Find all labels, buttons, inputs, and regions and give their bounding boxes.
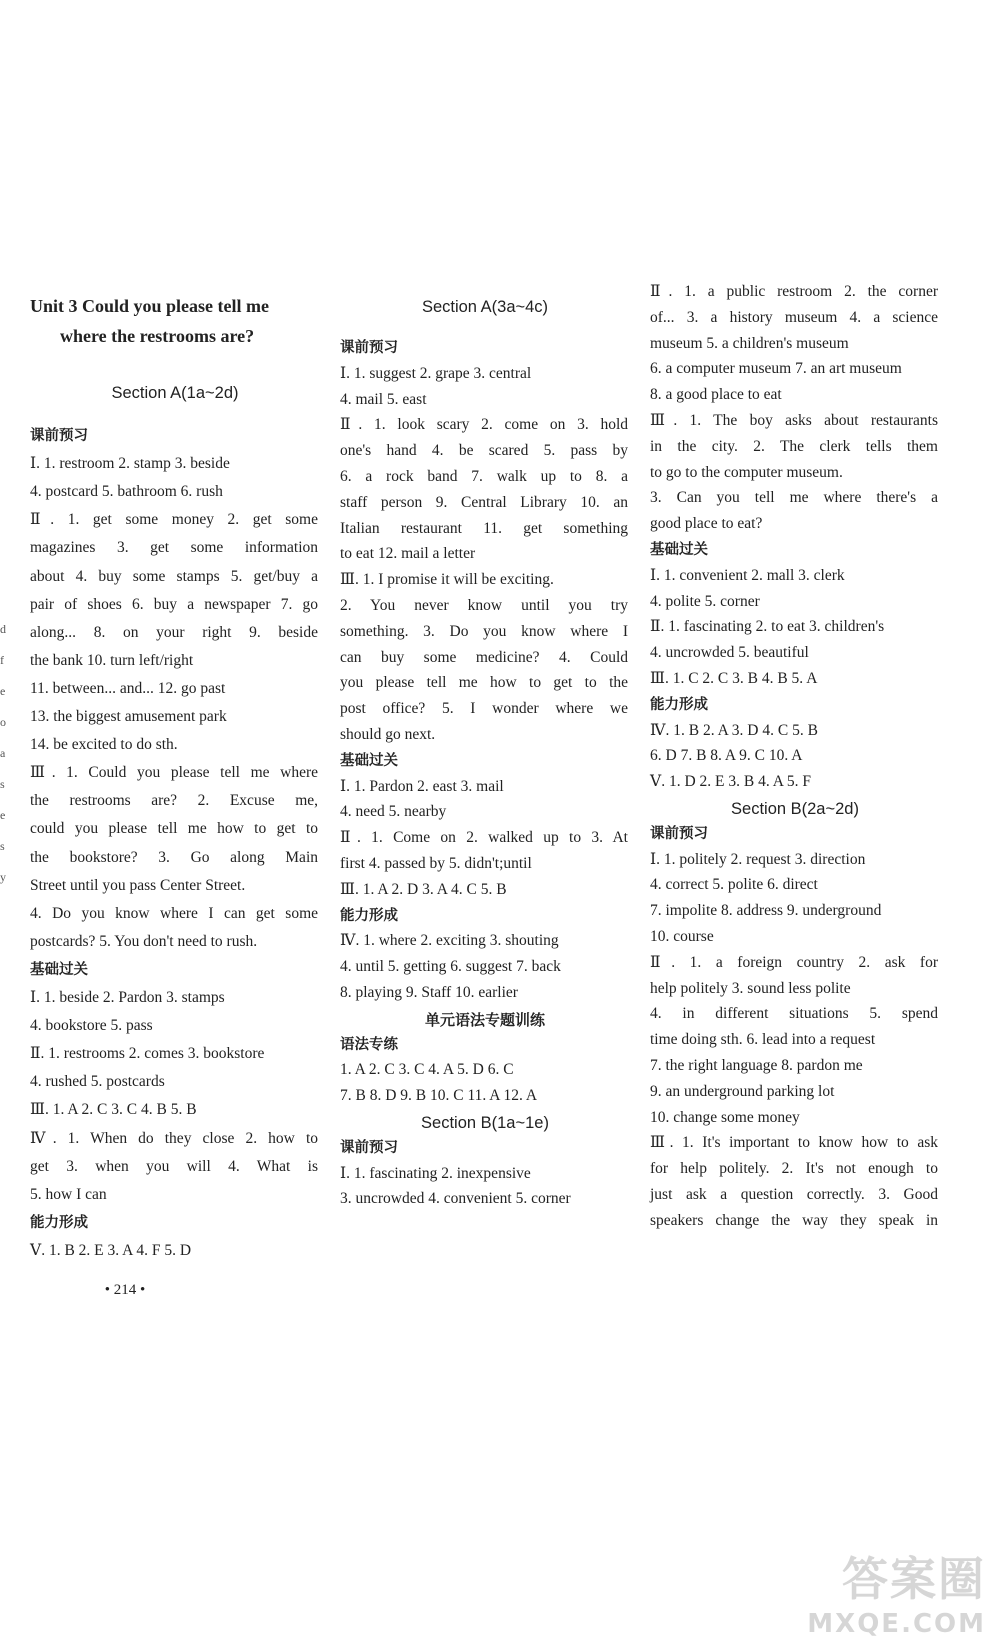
answer-line: to eat 12. mail a letter — [340, 545, 476, 563]
section-title: Section B(1a~1e) — [421, 1114, 549, 1132]
answer-line: Ⅱ. 1. Come on 2. walked up to 3. At — [340, 829, 628, 847]
answer-line: 1. A 2. C 3. C 4. A 5. D 6. C — [340, 1061, 514, 1079]
answer-line: 4. in different situations 5. spend — [650, 1005, 938, 1023]
edge-char: e — [0, 808, 6, 822]
edge-char: a — [0, 746, 6, 760]
answer-line: to go to the computer museum. — [650, 463, 843, 481]
watermark-logo — [807, 1543, 986, 1639]
section-heading: 课前预习 — [30, 428, 88, 444]
answer-line: Ⅳ. 1. B 2. A 3. D 4. C 5. B — [650, 721, 818, 739]
answer-line: 4. uncrowded 5. beautiful — [650, 644, 809, 662]
unit-title-line-2: where the restrooms are? — [60, 326, 255, 346]
answer-line: 6. D 7. B 8. A 9. C 10. A — [650, 747, 803, 765]
answer-line: Ⅲ. 1. Could you please tell me where — [30, 764, 318, 782]
edge-char: s — [0, 839, 5, 853]
answer-line: Ⅲ. 1. C 2. C 3. B 4. B 5. A — [650, 670, 818, 687]
answer-line: magazines 3. get some information — [30, 539, 318, 557]
answer-line: 3. uncrowded 4. convenient 5. corner — [340, 1190, 571, 1208]
answer-line: 5. how I can — [30, 1185, 107, 1203]
section-heading: 基础过关 — [340, 752, 398, 769]
answer-line: post office? 5. I wonder where we — [340, 700, 628, 718]
answer-line: Ⅰ. 1. fascinating 2. inexpensive — [340, 1164, 531, 1182]
answer-line: Ⅴ. 1. B 2. E 3. A 4. F 5. D — [30, 1241, 192, 1259]
answer-line: for help politely. 2. It's not enough to — [650, 1160, 938, 1178]
section-heading: 课前预习 — [340, 340, 398, 356]
section-title: Section B(2a~2d) — [731, 800, 859, 818]
answer-line: 4. mail 5. east — [340, 390, 427, 408]
answer-line: 4. until 5. getting 6. suggest 7. back — [340, 958, 561, 976]
watermark-cn: 答案圈 — [842, 1552, 986, 1606]
section-heading: 课前预习 — [340, 1139, 398, 1156]
answer-line: staff person 9. Central Library 10. an — [340, 493, 628, 511]
answer-line: should go next. — [340, 726, 436, 743]
answer-line: 4. polite 5. corner — [650, 592, 760, 610]
answer-line: 4. need 5. nearby — [340, 803, 447, 821]
answer-line: just ask a question correctly. 3. Good — [650, 1186, 938, 1203]
answer-line: Ⅲ. 1. The boy asks about restaurants — [650, 412, 938, 429]
section-heading: 能力形成 — [650, 696, 708, 713]
section-heading: 能力形成 — [30, 1214, 88, 1231]
answer-line: Ⅰ. 1. suggest 2. grape 3. central — [340, 364, 532, 382]
answer-line: can buy some medicine? 4. Could — [340, 648, 628, 666]
unit-title-line-1: Unit 3 Could you please tell me — [30, 296, 270, 316]
edge-char: y — [0, 870, 6, 884]
answer-line: Ⅰ. 1. Pardon 2. east 3. mail — [340, 777, 504, 795]
answer-line: 4. bookstore 5. pass — [30, 1017, 153, 1035]
answer-line: Ⅴ. 1. D 2. E 3. B 4. A 5. F — [650, 773, 812, 791]
answer-line: 8. playing 9. Staff 10. earlier — [340, 984, 518, 1001]
edge-char: f — [0, 653, 4, 667]
section-heading: 能力形成 — [340, 907, 398, 924]
answer-line: you please tell me how to get to the — [340, 674, 628, 692]
answer-line: 9. an underground parking lot — [650, 1082, 835, 1100]
answer-line: Ⅱ. 1. fascinating 2. to eat 3. children's — [650, 618, 885, 636]
answer-line: 4. Do you know where I can get some — [30, 904, 318, 922]
page-number: • 214 • — [104, 1282, 146, 1298]
answer-line: something. 3. Do you know where I — [340, 622, 628, 640]
answer-line: the bookstore? 3. Go along Main — [30, 848, 318, 866]
section-heading: 课前预习 — [650, 825, 708, 842]
answer-line: museum 5. a children's museum — [650, 334, 849, 352]
answer-line: 4. rushed 5. postcards — [30, 1073, 165, 1091]
edge-char: s — [0, 777, 5, 791]
watermark-en: MXQE.COM — [807, 1609, 986, 1639]
answer-line: Ⅰ. 1. convenient 2. mall 3. clerk — [650, 566, 845, 584]
answer-line: 10. change some money — [650, 1108, 800, 1126]
answer-line: Ⅱ. 1. a foreign country 2. ask for — [650, 953, 938, 971]
answer-line: 10. course — [650, 928, 714, 945]
answer-line: 6. a computer museum 7. an art museum — [650, 360, 902, 378]
answer-line: Ⅲ. 1. A 2. C 3. C 4. B 5. B — [30, 1101, 197, 1119]
answer-line: 4. postcard 5. bathroom 6. rush — [30, 483, 223, 501]
answer-line: Ⅲ. 1. I promise it will be exciting. — [340, 571, 554, 589]
section-heading: 基础过关 — [30, 961, 88, 978]
answer-line: help politely 3. sound less polite — [650, 979, 851, 997]
section-title: 单元语法专题训练 — [424, 1010, 545, 1029]
answer-line: speakers change the way they speak in — [650, 1211, 938, 1229]
answer-line: first 4. passed by 5. didn't;until — [340, 855, 532, 872]
answer-line: good place to eat? — [650, 515, 763, 533]
answer-line: Ⅰ. 1. beside 2. Pardon 3. stamps — [30, 989, 225, 1006]
edge-char: e — [0, 684, 6, 698]
answer-line: the bank 10. turn left/right — [30, 651, 194, 669]
edge-char: d — [0, 622, 6, 636]
answer-line: 2. You never know until you try — [340, 597, 628, 614]
answer-line: time doing sth. 6. lead into a request — [650, 1031, 876, 1049]
answer-line: Ⅱ. 1. get some money 2. get some — [30, 511, 318, 529]
answer-line: Ⅳ. 1. where 2. exciting 3. shouting — [340, 932, 559, 950]
answer-line: Ⅱ. 1. look scary 2. come on 3. hold — [340, 416, 628, 434]
answer-line: 13. the biggest amusement park — [30, 708, 227, 725]
section-title: Section A(1a~2d) — [111, 384, 239, 402]
answer-line: 11. between... and... 12. go past — [30, 679, 226, 697]
section-title: Section A(3a~4c) — [421, 298, 549, 316]
answer-line: Ⅲ. 1. A 2. D 3. A 4. C 5. B — [340, 880, 507, 898]
edge-char: o — [0, 715, 6, 729]
answer-line: Ⅰ. 1. restroom 2. stamp 3. beside — [30, 455, 230, 473]
answer-line: 14. be excited to do sth. — [30, 736, 178, 754]
answer-line: one's hand 4. be scared 5. pass by — [340, 442, 628, 460]
answer-line: postcards? 5. You don't need to rush. — [30, 932, 258, 950]
answer-line: 7. the right language 8. pardon me — [650, 1057, 863, 1074]
answer-line: Ⅱ. 1. restrooms 2. comes 3. bookstore — [30, 1045, 265, 1063]
answer-line: of... 3. a history museum 4. a science — [650, 308, 938, 326]
answer-line: Street until you pass Center Street. — [30, 876, 246, 894]
answer-line: Ⅳ. 1. When do they close 2. how to — [30, 1129, 318, 1147]
answer-line: 3. Can you tell me where there's a — [650, 489, 938, 507]
answer-line: in the city. 2. The clerk tells them — [650, 437, 938, 455]
answer-line: about 4. buy some stamps 5. get/buy a — [30, 567, 318, 585]
answer-line: along... 8. on your right 9. beside — [30, 623, 318, 641]
answer-line: Ⅲ. 1. It's important to know how to ask — [650, 1134, 938, 1152]
answer-line: could you please tell me how to get to — [30, 820, 318, 838]
answer-line: Ⅱ. 1. a public restroom 2. the corner — [650, 283, 938, 300]
answer-line: get 3. when you will 4. What is — [30, 1157, 318, 1175]
answer-line: Italian restaurant 11. get something — [340, 519, 628, 537]
section-heading: 语法专练 — [340, 1036, 398, 1053]
answer-line: 8. a good place to eat — [650, 386, 782, 404]
answer-line: 7. impolite 8. address 9. underground — [650, 902, 882, 920]
answer-line: the restrooms are? 2. Excuse me, — [30, 792, 318, 810]
answer-line: 7. B 8. D 9. B 10. C 11. A 12. A — [340, 1087, 538, 1105]
answer-line: 4. correct 5. polite 6. direct — [650, 876, 818, 894]
answer-line: Ⅰ. 1. politely 2. request 3. direction — [650, 850, 866, 868]
section-heading: 基础过关 — [650, 542, 708, 558]
answer-line: 6. a rock band 7. walk up to 8. a — [340, 468, 628, 485]
answer-line: pair of shoes 6. buy a newspaper 7. go — [30, 595, 318, 613]
